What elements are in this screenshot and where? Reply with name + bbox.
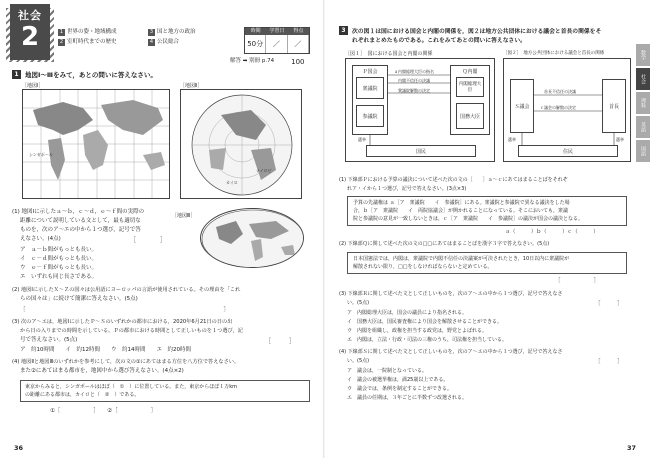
lower-house-box: 衆議院: [356, 77, 384, 99]
subject-title: 社会: [18, 9, 42, 22]
map2-label: ［地図Ⅱ］: [180, 83, 203, 89]
question-3-heading: 3 次の図１は国における国会と内閣の関係を，図２は地方公共団体における議会と首長の関係をそ: [339, 26, 601, 35]
side-tab-social[interactable]: 社会: [636, 68, 650, 90]
answer-bracket[interactable]: ［ ］: [20, 307, 230, 313]
q3-choice: ウ 内閣を組織し，政権を担当する政党は，野党とよばれる。: [347, 328, 488, 334]
answer-bracket[interactable]: ①［ ］ ②［ ］: [50, 408, 157, 414]
ministers-box: 国務大臣: [456, 103, 484, 129]
answer-reference: 解答 ➡ 別冊 p.74: [230, 58, 275, 64]
fill-in-note: 東京からみると，シンガポールはほぼ（ ① ）に位置している。また，東京からほぼ１万km の距離にある都市は，カイロと（ ② ）である。: [20, 380, 310, 402]
map-3: [200, 208, 304, 268]
upper-house-box: 参議院: [356, 105, 384, 127]
right-page: [325, 0, 650, 458]
q1-line: 距離について説明している文として，最も適切な: [20, 218, 141, 224]
answer-bracket[interactable]: ［ ］: [595, 301, 623, 307]
q3-answer-row[interactable]: ａ（ ）ｂ（ ）ｃ（ ）: [505, 229, 599, 235]
q1-line: (4) 地図Ⅱと地図Ⅲのいずれかを参考にして，次の文の①にあてはまる方位を八方位で答えなさい。: [12, 359, 240, 365]
world-map-grid: [23, 90, 170, 199]
q1-line: らの国々は」に続けて簡潔に答えなさい。(5点): [20, 296, 138, 302]
prime-minister-box: 内閣総理大臣: [456, 77, 484, 97]
side-tab-japanese[interactable]: 国語: [636, 140, 650, 162]
figure-2: [503, 58, 631, 162]
azimuthal-map: [181, 90, 302, 199]
q1-line: (1) 地図Ⅰに示したａ～ｂ，ｃ～ｄ，ｅ～ｆ間の実際の: [12, 209, 145, 215]
fig1-label: ［図１］ 国における国会と内閣の関係: [345, 51, 433, 57]
question-1-heading: 1 地図Ⅰ～Ⅲをみて，あとの問いに答えなさい。: [12, 70, 157, 79]
q3-passage-1: 予算の先議権は ａ［ア 衆議院 イ 参議院］にある。衆議院と参議院で異なる議決をした場 合，ｂ［ア 衆議院 イ 両院協議会］が開かれることになっている。そこにおいても，衆議 院と参議院の意見が一致しないときは，ｃ［ア 衆議院 イ 参議院］の議決が国会の議決となる。: [347, 196, 627, 226]
subject-badge: [10, 4, 50, 60]
arrow-label: 首長不信任の決議: [544, 89, 576, 94]
q1-choice: ア ａ－ｂ間がもっとも長い。: [20, 247, 98, 253]
oval-world-map: [201, 209, 304, 268]
fig2-label: ［図２］ 地方公共団体における議会と首長の関係: [503, 51, 605, 56]
arrow-label: 選挙: [616, 137, 624, 142]
q3-line: い。(5点): [347, 358, 370, 364]
page-number: 37: [626, 444, 636, 452]
answer-bracket[interactable]: ［ ］: [595, 359, 623, 365]
arrow-label: 衆議院解散の決定: [398, 88, 430, 93]
side-tab-science[interactable]: 理科: [636, 92, 650, 114]
map-1: [22, 89, 170, 199]
topic-item: 2 室町時代までの歴史: [59, 39, 117, 45]
side-tab-english[interactable]: 英語: [636, 116, 650, 138]
q1-line: また②にあてはまる都市を，地図中から選び答えなさい。(4点×2): [20, 368, 184, 374]
residents-box: 住民: [518, 145, 618, 157]
q3-line: い。(5点): [347, 300, 370, 306]
map3-label: ［地図Ⅲ］: [172, 213, 196, 219]
head-box: 首長: [602, 79, 626, 133]
cabinet-box: Ｑ内閣: [450, 65, 490, 135]
figure-2-arrows: [504, 59, 632, 163]
arrow-label: 内閣不信任の決議: [398, 78, 430, 83]
page-number: 36: [14, 444, 24, 452]
q3-line: (1) 下線部Ｐにおける予算の議決について述べた次の文の［ ］ａ～ｃにあてはまることばをそれぞ: [339, 177, 568, 183]
map-place-label: ナイロビ: [256, 168, 272, 173]
q3-choice: エ 議員の任期は，３年ごとに半数ずつ改選される。: [347, 395, 468, 401]
q3-line: (4) 下線部Ｓに関して述べた文として正しいものを，次のア～エの中から１つ選び，記号で答えなさ: [339, 349, 563, 355]
q1-line: (3) 次のア～エは，地図Ⅰに示したＰ～Ｓのいずれかの都市における，2020年6月21日の日の出: [12, 319, 233, 325]
q1-choice: イ ｃ－ｄ間がもっとも長い。: [20, 256, 98, 262]
side-tab-math[interactable]: 数学: [636, 44, 650, 66]
q1-line: えなさい。(4点): [20, 236, 61, 242]
map-place-label: カイロ: [226, 180, 238, 185]
side-tabs: [636, 44, 650, 164]
topic-item: 1 世界の姿・地域構成: [59, 29, 117, 35]
figure-1: [345, 58, 495, 162]
q1-line: (2) 地図Ⅰに示したＸ～Ｚの国々は公用語にヨーロッパの言語が使用されている。その理由を「これ: [12, 287, 241, 293]
q3-line: (2) 下線部Ｑに関して述べた次の文の□□にあてはまることばを漢字３字で答えなさい。(5点): [339, 241, 550, 247]
topic-item: 4 公民総合: [149, 39, 180, 45]
assembly-box: Ｓ議会: [510, 79, 534, 133]
q3-choice: エ 内閣は，立法・行政・司法の三権のうち，司法権を担当している。: [347, 337, 508, 343]
citizens-box: 国民: [366, 145, 476, 157]
q3-choice: ウ 議会では，条例を制定することができる。: [347, 386, 453, 392]
arrow-label: ｃ議会の解散の決定: [540, 105, 576, 110]
answer-bracket[interactable]: ［ ］: [555, 278, 600, 284]
arrow-label: 選挙: [358, 137, 366, 142]
topic-item: 3 国と地方の政治: [149, 29, 196, 35]
answer-bracket[interactable]: ［ ］: [130, 237, 167, 244]
arrow-label: 選挙: [508, 137, 516, 142]
q1-line: 号で答えなさい。(5点): [20, 337, 78, 343]
q3-choice: イ 国務大臣は，国民審査権により国会を解散させることができる。: [347, 319, 503, 325]
q3-choice: ア 内閣総理大臣は，国会の議員により指名される。: [347, 310, 468, 316]
q1-choices: ア 約10時間 イ 約12時間 ウ 約14時間 エ 約20時間: [20, 347, 191, 353]
q1-line: から日の入りまでの時間を示している。Ｐの都市における時間として正しいものを１つ選び，記: [20, 328, 243, 334]
unit-number: 2: [20, 22, 40, 52]
map-place-label: シンガポール: [29, 152, 53, 157]
diet-box: Ｐ国会: [352, 65, 388, 135]
answer-bracket[interactable]: ［ ］: [265, 338, 296, 345]
q3-line: れア・イから１つ選び，記号で答えなさい。(3点×3): [347, 186, 467, 192]
q3-choice: ア 議会は，一院制となっている。: [347, 368, 428, 374]
map1-label: ［地図Ⅰ］: [22, 83, 44, 89]
arrow-label: ａ内閣総理大臣の指名: [394, 69, 434, 74]
q3-choice: イ 議会の被選挙権は，満25歳以上である。: [347, 377, 449, 383]
map-2: [180, 89, 302, 199]
q1-line: ものを，次のア～エの中から１つ選び，記号で答: [20, 227, 141, 233]
score-table: 時間 学習日 得点 50分 ／ ／100: [244, 27, 310, 54]
q3-passage-2: 日本国憲法では，内閣は，衆議院で内閣不信任の決議案が可決されたとき，10日以内に衆議院が 解散されない限り，□□をしなければならないと定めている。: [347, 252, 627, 274]
q1-choice: エ いずれも同じ長さである。: [20, 274, 98, 280]
q1-choice: ウ ｅ－ｆ間がもっとも長い。: [20, 265, 98, 271]
q3-line: (3) 下線部Ｒに関して述べた文として正しいものを，次のア～エの中から１つ選び，記号で答えなさ: [339, 291, 563, 297]
q3-instruction: れぞれまとめたものである。これをみてあとの問いに答えなさい。: [352, 38, 526, 44]
